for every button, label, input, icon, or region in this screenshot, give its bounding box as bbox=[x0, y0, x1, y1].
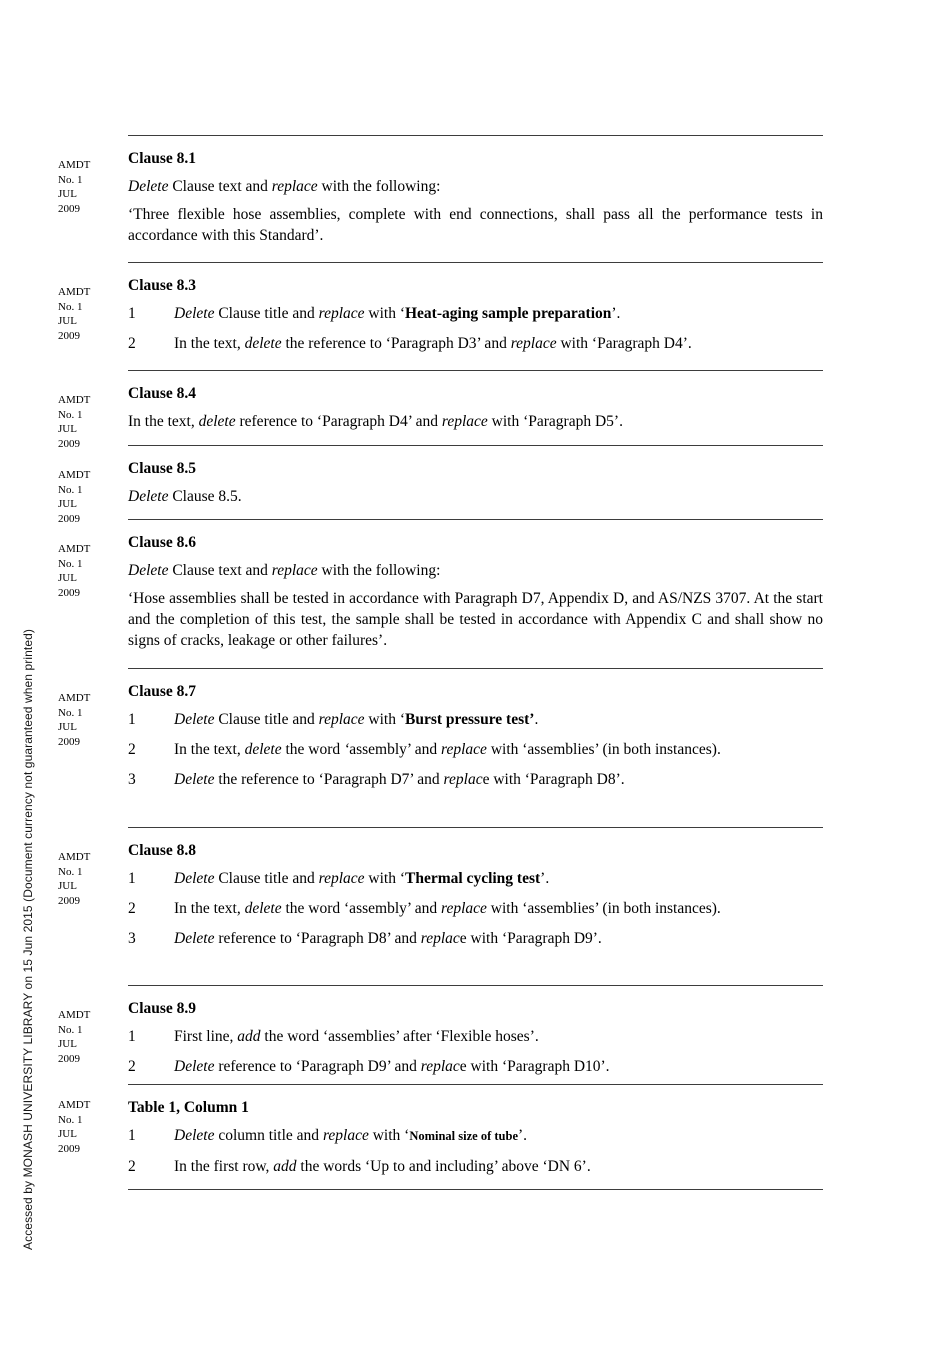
instruction-text bbox=[174, 868, 823, 889]
emphasized-text: replace bbox=[510, 335, 557, 352]
emphasized-text: replace bbox=[322, 1127, 369, 1144]
instruction-item bbox=[128, 769, 823, 790]
amdt-note-line: 2009 bbox=[58, 1052, 80, 1065]
amdt-margin-note bbox=[58, 393, 90, 451]
amendment-section bbox=[58, 135, 823, 262]
plain-text: In the text, bbox=[174, 741, 245, 758]
clause-heading: Clause 8.5 bbox=[128, 460, 197, 477]
plain-text: with ‘ bbox=[364, 305, 405, 322]
amdt-note-line: 2009 bbox=[58, 512, 80, 525]
instruction-item bbox=[128, 898, 823, 919]
amdt-note-line: JUL bbox=[58, 188, 77, 200]
amdt-note-line: JUL bbox=[58, 1038, 77, 1050]
instruction-text bbox=[174, 1125, 823, 1147]
amdt-note-line: No. 1 bbox=[58, 300, 83, 313]
plain-text: e with ‘Paragraph D10’. bbox=[459, 1058, 610, 1075]
emphasized-text: Delete bbox=[174, 771, 215, 788]
amdt-note-line: No. 1 bbox=[58, 483, 83, 496]
amdt-note-line: No. 1 bbox=[58, 557, 83, 570]
emphasized-text: delete bbox=[244, 741, 282, 758]
plain-text: . bbox=[534, 711, 539, 728]
emphasized-text: replace bbox=[271, 562, 318, 579]
instruction-item bbox=[128, 1156, 823, 1177]
emphasized-text: replace bbox=[318, 870, 365, 887]
amdt-margin-note bbox=[58, 158, 90, 216]
emphasized-text: add bbox=[273, 1158, 297, 1175]
item-number: 3 bbox=[128, 771, 136, 788]
amendment-section bbox=[58, 519, 823, 668]
instruction-paragraph bbox=[128, 486, 823, 507]
amdt-note-line: JUL bbox=[58, 880, 77, 892]
emphasized-text: replac bbox=[420, 1058, 460, 1075]
amdt-note-line: AMDT bbox=[58, 1099, 91, 1111]
amendment-section bbox=[58, 262, 823, 370]
emphasized-text: Delete bbox=[174, 1058, 215, 1075]
amdt-margin-note bbox=[58, 542, 90, 600]
amdt-note-line: AMDT bbox=[58, 159, 91, 171]
plain-text: with ‘Paragraph D5’. bbox=[487, 413, 623, 430]
amdt-margin-note bbox=[58, 1008, 90, 1066]
emphasized-text: Nominal size of tube bbox=[409, 1129, 518, 1143]
instruction-blocks bbox=[128, 411, 823, 432]
item-number: 2 bbox=[128, 1058, 136, 1075]
plain-text: In the text, bbox=[174, 335, 245, 352]
clause-heading: Clause 8.7 bbox=[128, 683, 197, 700]
clause-heading: Table 1, Column 1 bbox=[128, 1099, 249, 1116]
item-number: 1 bbox=[128, 1028, 136, 1045]
plain-text: reference to ‘Paragraph D8’ and bbox=[214, 930, 421, 947]
emphasized-text: Burst pressure test’ bbox=[405, 711, 535, 728]
plain-text: the reference to ‘Paragraph D7’ and bbox=[214, 771, 444, 788]
amdt-note-line: No. 1 bbox=[58, 173, 83, 186]
amdt-note-line: JUL bbox=[58, 1128, 77, 1140]
amdt-note-line: No. 1 bbox=[58, 1113, 83, 1126]
amdt-note-line: AMDT bbox=[58, 394, 91, 406]
plain-text: assembly’ and bbox=[349, 741, 442, 758]
instruction-text bbox=[174, 1156, 823, 1177]
amdt-margin-note bbox=[58, 468, 90, 526]
instruction-item bbox=[128, 1125, 823, 1147]
emphasized-text: replac bbox=[420, 930, 460, 947]
instruction-item bbox=[128, 333, 823, 354]
bottom-rule bbox=[128, 1189, 823, 1190]
instruction-paragraph bbox=[128, 176, 823, 197]
instruction-text bbox=[174, 898, 823, 919]
amendment-section bbox=[58, 445, 823, 525]
amdt-note-line: AMDT bbox=[58, 1009, 91, 1021]
plain-text: with the following: bbox=[317, 178, 441, 195]
amdt-note-line: 2009 bbox=[58, 894, 80, 907]
clause-heading: Clause 8.1 bbox=[128, 150, 197, 167]
plain-text: ’. bbox=[518, 1127, 528, 1144]
emphasized-text: replace bbox=[318, 305, 365, 322]
item-number: 1 bbox=[128, 1127, 136, 1144]
amdt-note-line: JUL bbox=[58, 423, 77, 435]
plain-text: with ‘assemblies’ (in both instances). bbox=[486, 900, 721, 917]
emphasized-text: Heat-aging sample preparation bbox=[405, 305, 612, 322]
emphasized-text: replace bbox=[441, 741, 487, 758]
amendment-section bbox=[58, 827, 823, 985]
item-number: 1 bbox=[128, 870, 136, 887]
amendment-section bbox=[58, 1084, 823, 1189]
emphasized-text: delete bbox=[244, 900, 282, 917]
plain-text: In the text, bbox=[174, 900, 245, 917]
amdt-margin-note bbox=[58, 691, 90, 749]
amdt-margin-note bbox=[58, 1098, 90, 1156]
instruction-blocks bbox=[128, 176, 823, 246]
instruction-item bbox=[128, 303, 823, 324]
plain-text: the reference to ‘Paragraph D3’ and bbox=[281, 335, 511, 352]
plain-text: Clause 8.5. bbox=[168, 488, 242, 505]
emphasized-text: replace bbox=[441, 900, 487, 917]
plain-text: ’. bbox=[540, 870, 550, 887]
instruction-blocks bbox=[128, 560, 823, 651]
plain-text: the word ‘assembly’ and bbox=[281, 900, 442, 917]
instruction-text bbox=[174, 333, 823, 354]
library-access-watermark: Accessed by MONASH UNIVERSITY LIBRARY on 15 Jun 2015 (Document currency not guaranteed when printed) bbox=[21, 629, 35, 1250]
item-number: 2 bbox=[128, 741, 136, 758]
amdt-margin-note bbox=[58, 285, 90, 343]
plain-text: with the following: bbox=[317, 562, 441, 579]
instruction-item bbox=[128, 1056, 823, 1077]
plain-text: Clause title and bbox=[214, 711, 319, 728]
instruction-item bbox=[128, 709, 823, 730]
amdt-note-line: JUL bbox=[58, 572, 77, 584]
instruction-text bbox=[174, 928, 823, 949]
emphasized-text: Delete bbox=[174, 1127, 215, 1144]
plain-text: with ‘ bbox=[368, 1127, 410, 1144]
instruction-item bbox=[128, 868, 823, 889]
plain-text: ’. bbox=[611, 305, 621, 322]
item-number: 2 bbox=[128, 335, 136, 352]
instruction-text bbox=[174, 303, 823, 324]
amdt-note-line: 2009 bbox=[58, 586, 80, 599]
plain-text: In the text, bbox=[128, 413, 199, 430]
emphasized-text: Delete bbox=[128, 488, 169, 505]
plain-text: reference to ‘Paragraph D9’ and bbox=[214, 1058, 421, 1075]
emphasized-text: Thermal cycling test bbox=[405, 870, 541, 887]
plain-text: First line, bbox=[174, 1028, 238, 1045]
emphasized-text: Delete bbox=[174, 870, 215, 887]
item-number: 1 bbox=[128, 305, 136, 322]
instruction-paragraph bbox=[128, 560, 823, 581]
instruction-text bbox=[174, 709, 823, 730]
amdt-note-line: No. 1 bbox=[58, 408, 83, 421]
item-number: 2 bbox=[128, 1158, 136, 1175]
clause-heading: Clause 8.8 bbox=[128, 842, 197, 859]
amdt-margin-note bbox=[58, 850, 90, 908]
amdt-note-line: AMDT bbox=[58, 851, 91, 863]
emphasized-text: replace bbox=[271, 178, 318, 195]
instruction-item bbox=[128, 739, 823, 760]
amendment-section bbox=[58, 370, 823, 450]
amdt-note-line: AMDT bbox=[58, 692, 91, 704]
emphasized-text: ‘ bbox=[344, 741, 350, 758]
amdt-note-line: JUL bbox=[58, 315, 77, 327]
amdt-note-line: AMDT bbox=[58, 286, 91, 298]
emphasized-text: Delete bbox=[128, 562, 169, 579]
plain-text: e with ‘Paragraph D8’. bbox=[482, 771, 625, 788]
plain-text: with ‘Paragraph D4’. bbox=[556, 335, 692, 352]
amendment-section bbox=[58, 985, 823, 1084]
plain-text: with ‘ bbox=[364, 870, 405, 887]
emphasized-text: Delete bbox=[174, 305, 215, 322]
plain-text: ‘Hose assemblies shall be tested in accordance with Paragraph D7, Appendix D, and AS/NZS 3707. At the start and the completion of this test, the sample shall be tested in accordance with Appendix C and shall show no signs of cracks, leakage or other failures’. bbox=[128, 590, 823, 649]
emphasized-text: Delete bbox=[174, 930, 215, 947]
amendment-content bbox=[58, 135, 823, 1190]
emphasized-text: delete bbox=[198, 413, 236, 430]
amdt-note-line: AMDT bbox=[58, 469, 91, 481]
instruction-blocks bbox=[128, 1026, 823, 1077]
instruction-paragraph bbox=[128, 411, 823, 432]
item-number: 1 bbox=[128, 711, 136, 728]
amdt-note-line: 2009 bbox=[58, 735, 80, 748]
amdt-note-line: No. 1 bbox=[58, 706, 83, 719]
plain-text: column title and bbox=[214, 1127, 323, 1144]
plain-text: with ‘ bbox=[364, 711, 405, 728]
amdt-note-line: No. 1 bbox=[58, 865, 83, 878]
emphasized-text: replace bbox=[318, 711, 365, 728]
instruction-paragraph bbox=[128, 588, 823, 651]
amdt-note-line: JUL bbox=[58, 498, 77, 510]
clause-heading: Clause 8.3 bbox=[128, 277, 197, 294]
item-number: 2 bbox=[128, 900, 136, 917]
plain-text: the words ‘Up to and including’ above ‘DN 6’. bbox=[296, 1158, 591, 1175]
instruction-blocks bbox=[128, 303, 823, 354]
amendment-section bbox=[58, 668, 823, 827]
plain-text: In the first row, bbox=[174, 1158, 274, 1175]
instruction-item bbox=[128, 928, 823, 949]
plain-text: reference to ‘Paragraph D4’ and bbox=[235, 413, 442, 430]
plain-text: the word ‘assemblies’ after ‘Flexible hoses’. bbox=[260, 1028, 539, 1045]
plain-text: Clause title and bbox=[214, 870, 319, 887]
amdt-note-line: 2009 bbox=[58, 437, 80, 450]
emphasized-text: Delete bbox=[128, 178, 169, 195]
instruction-text bbox=[174, 1026, 823, 1047]
plain-text: e with ‘Paragraph D9’. bbox=[459, 930, 602, 947]
instruction-paragraph bbox=[128, 204, 823, 246]
amdt-note-line: 2009 bbox=[58, 1142, 80, 1155]
clause-heading: Clause 8.9 bbox=[128, 1000, 197, 1017]
instruction-blocks bbox=[128, 868, 823, 949]
emphasized-text: Delete bbox=[174, 711, 215, 728]
clause-heading: Clause 8.4 bbox=[128, 385, 197, 402]
amdt-note-line: AMDT bbox=[58, 543, 91, 555]
instruction-item bbox=[128, 1026, 823, 1047]
plain-text: Clause title and bbox=[214, 305, 319, 322]
plain-text: Clause text and bbox=[168, 178, 272, 195]
amdt-note-line: 2009 bbox=[58, 202, 80, 215]
emphasized-text: replace bbox=[441, 413, 488, 430]
instruction-blocks bbox=[128, 486, 823, 507]
plain-text: Clause text and bbox=[168, 562, 272, 579]
emphasized-text: replac bbox=[443, 771, 483, 788]
clause-heading: Clause 8.6 bbox=[128, 534, 197, 551]
amdt-note-line: No. 1 bbox=[58, 1023, 83, 1036]
plain-text: the word bbox=[281, 741, 345, 758]
instruction-blocks bbox=[128, 1125, 823, 1177]
amdt-note-line: JUL bbox=[58, 721, 77, 733]
emphasized-text: delete bbox=[244, 335, 282, 352]
plain-text: ‘Three flexible hose assemblies, complete with end connections, shall pass all the performance tests in accordance with this Standard’. bbox=[128, 206, 823, 244]
amdt-note-line: 2009 bbox=[58, 329, 80, 342]
plain-text: with ‘assemblies’ (in both instances). bbox=[486, 741, 721, 758]
instruction-blocks bbox=[128, 709, 823, 790]
emphasized-text: add bbox=[237, 1028, 261, 1045]
item-number: 3 bbox=[128, 930, 136, 947]
instruction-text bbox=[174, 769, 823, 790]
instruction-text bbox=[174, 739, 823, 760]
instruction-text bbox=[174, 1056, 823, 1077]
